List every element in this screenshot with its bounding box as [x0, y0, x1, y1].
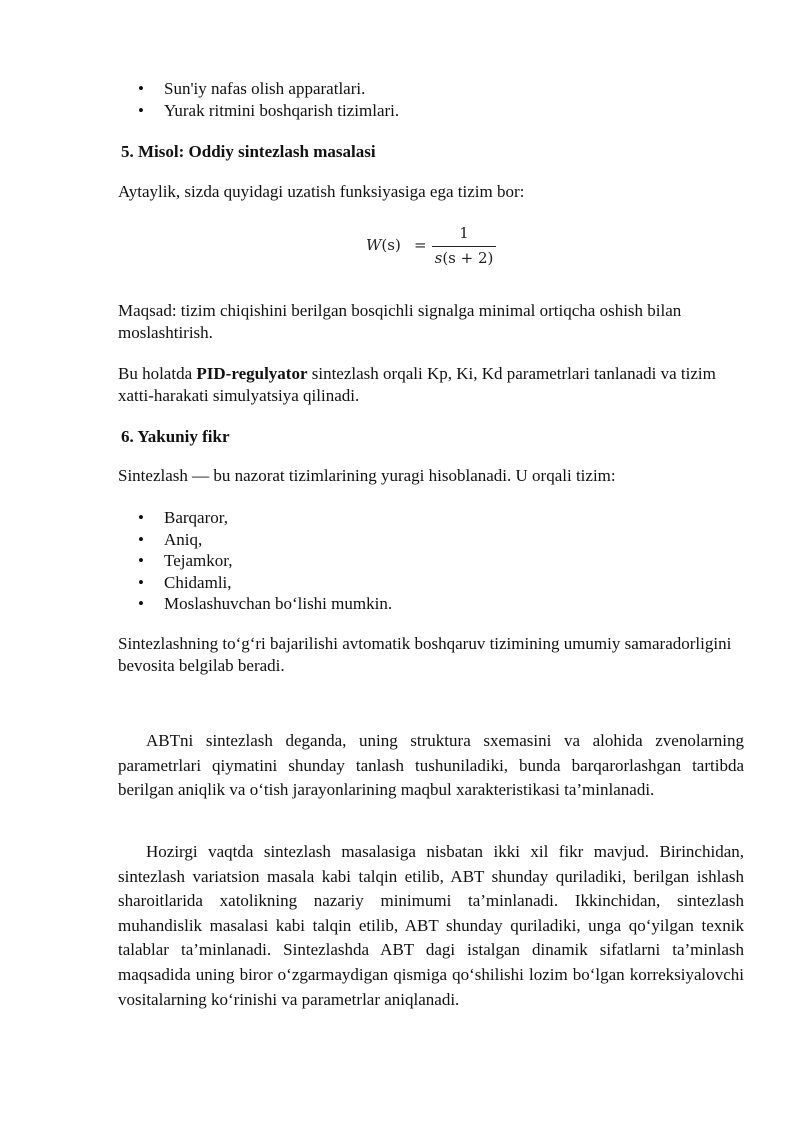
list-item: • Moslashuvchan bo‘lishi mumkin.	[138, 594, 393, 613]
list-item: • Chidamli,	[138, 572, 232, 592]
section6-conclusion: Sintezlashning to‘g‘ri bajarilishi avtomatik boshqaruv tizimining umumiy samaradorligini bevosita belgilab beradi.	[118, 634, 732, 675]
bullet-icon: •	[138, 529, 144, 549]
bullet-icon: •	[138, 508, 144, 527]
section5-heading: 5. Misol: Oddiy sintezlash masalasi	[121, 142, 376, 161]
formula-numerator: 1	[459, 224, 469, 242]
list-item: • Aniq,	[138, 529, 203, 549]
section6-bullet-list	[118, 507, 748, 615]
formula-denominator: s(s + 2)	[434, 249, 494, 267]
pid-term: PID-regulyator	[196, 364, 308, 383]
list-item: • Tejamkor,	[138, 551, 233, 570]
formula-equals: =	[414, 236, 427, 254]
bullet-icon: •	[138, 79, 144, 98]
bullet-icon: •	[138, 572, 144, 592]
list-item: • Yurak ritmini boshqarish tizimlari.	[138, 100, 400, 120]
bullet-icon: •	[138, 551, 144, 570]
list-item: • Sun'iy nafas olish apparatlari.	[138, 79, 366, 98]
formula-lhs: W(s)	[366, 236, 401, 254]
section5-pid-paragraph: Bu holatda PID-regulyator sintezlash orqali Kp, Ki, Kd parametrlari tanlanadi va tizim xatti-harakati simulyatsiya qilinadi.	[118, 364, 716, 405]
section5-intro: Aytaylik, sizda quyidagi uzatish funksiyasiga ega tizim bor:	[118, 182, 525, 201]
section5-goal: Maqsad: tizim chiqishini berilgan bosqichli signalga minimal ortiqcha oshish bilan moslashtirish.	[118, 301, 682, 342]
transfer-function-formula	[366, 224, 506, 270]
bullet-icon: •	[138, 100, 144, 120]
fraction-bar	[432, 246, 496, 247]
body-paragraph-2: Hozirgi vaqtda sintezlash masalasiga nisbatan ikki xil fikr mavjud. Birinchidan, sintezlash variatsion masala kabi talqin etilib, ABT shunday quriladiki, berilgan ishlash sharoitlarida xatolikning nazariy minimumi ta’minlanadi. Ikkinchidan, sintezlash muhandislik masalasi kabi talqin etilib, ABT shunday quriladiki, unga qo‘yilgan texnik talablar ta’minlanadi. Sintezlashda ABT dagi istalgan dinamik sifatlarni ta’minlash maqsadida uning biror o‘zgarmaydigan qismiga qo‘shilishi lozim bo‘lgan korreksiyalovchi vositalarning ko‘rinishi va parametrlar aniqlanadi.	[118, 842, 744, 1009]
top-bullet-list	[118, 78, 748, 121]
bullet-icon: •	[138, 594, 144, 613]
section6-heading: 6. Yakuniy fikr	[121, 427, 230, 446]
section6-intro: Sintezlash — bu nazorat tizimlarining yuragi hisoblanadi. U orqali tizim:	[118, 466, 616, 485]
list-item: • Barqaror,	[138, 508, 228, 527]
body-paragraph-1: ABTni sintezlash deganda, uning struktura sxemasini va alohida zvenolarning parametrlari qiymatini shunday tanlash tushuniladiki, bunda barqarorlashgan tartibda berilgan aniqlik va o‘tish jarayonlarining maqbul xarakteristikasi ta’minlanadi.	[118, 731, 744, 800]
